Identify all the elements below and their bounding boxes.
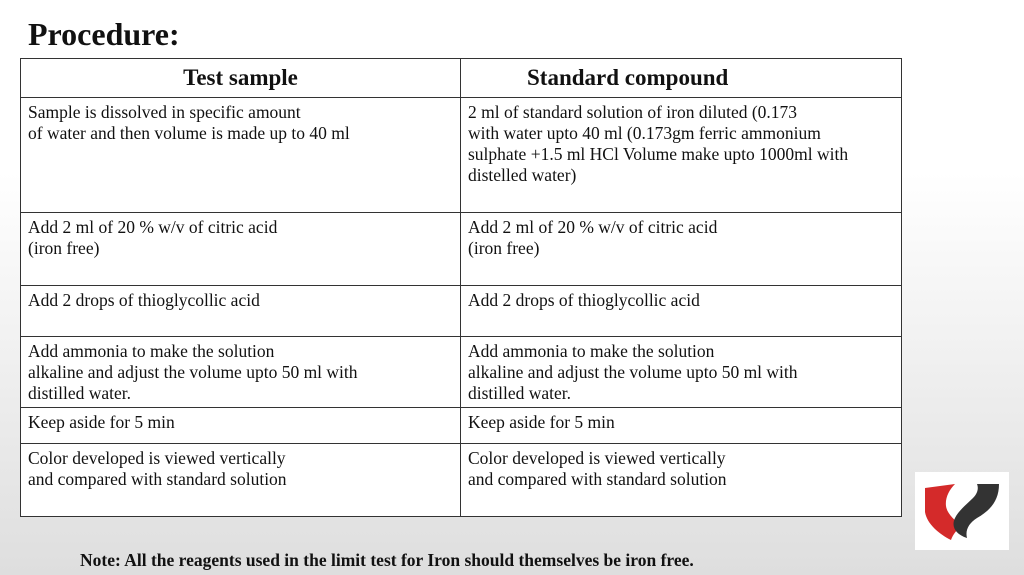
standard-compound-cell bbox=[461, 444, 902, 517]
table-row bbox=[21, 286, 902, 337]
standard-compound-cell bbox=[461, 213, 902, 286]
table-row bbox=[21, 213, 902, 286]
column-header-test-sample: Test sample bbox=[21, 59, 461, 98]
logo-dark-shape bbox=[954, 484, 1000, 538]
page-title: Procedure: bbox=[28, 16, 180, 52]
test-sample-cell bbox=[21, 408, 461, 444]
cell-text: Add ammonia to make the solution alkaline and adjust the volume upto 50 ml with distilled water. bbox=[468, 341, 798, 403]
cell-text: Add ammonia to make the solution alkaline and adjust the volume upto 50 ml with distilled water. bbox=[28, 341, 358, 403]
cell-text: Add 2 drops of thioglycollic acid bbox=[28, 290, 260, 310]
procedure-table bbox=[20, 58, 902, 517]
logo bbox=[915, 472, 1009, 550]
standard-compound-cell bbox=[461, 98, 902, 213]
cell-text: Add 2 ml of 20 % w/v of citric acid (iron free) bbox=[468, 217, 718, 258]
test-sample-cell bbox=[21, 286, 461, 337]
standard-compound-cell bbox=[461, 337, 902, 408]
column-header-standard-compound: Standard compound bbox=[461, 59, 902, 98]
cell-text: Color developed is viewed vertically and compared with standard solution bbox=[28, 448, 287, 489]
note-text: Note: All the reagents used in the limit test for Iron should themselves be iron free. bbox=[80, 550, 694, 570]
test-sample-cell bbox=[21, 337, 461, 408]
cell-text: Keep aside for 5 min bbox=[468, 412, 615, 432]
cell-text: Add 2 ml of 20 % w/v of citric acid (iron free) bbox=[28, 217, 278, 258]
cell-text: Color developed is viewed vertically and compared with standard solution bbox=[468, 448, 727, 489]
test-sample-cell bbox=[21, 98, 461, 213]
table-row bbox=[21, 337, 902, 408]
standard-compound-cell bbox=[461, 408, 902, 444]
cell-text: Add 2 drops of thioglycollic acid bbox=[468, 290, 700, 310]
cell-text: 2 ml of standard solution of iron diluted (0.173 with water upto 40 ml (0.173gm ferric ammonium sulphate +1.5 ml HCl Volume make upto 1000ml with distelled water) bbox=[468, 102, 849, 185]
table-row bbox=[21, 408, 902, 444]
test-sample-cell bbox=[21, 444, 461, 517]
standard-compound-cell bbox=[461, 286, 902, 337]
logo-red-shape bbox=[925, 484, 961, 540]
institution-logo-icon bbox=[915, 472, 1009, 550]
table-row bbox=[21, 444, 902, 517]
cell-text: Sample is dissolved in specific amount of water and then volume is made up to 40 ml bbox=[28, 102, 350, 143]
table-header-row bbox=[21, 59, 902, 98]
table-row bbox=[21, 98, 902, 213]
cell-text: Keep aside for 5 min bbox=[28, 412, 175, 432]
test-sample-cell bbox=[21, 213, 461, 286]
